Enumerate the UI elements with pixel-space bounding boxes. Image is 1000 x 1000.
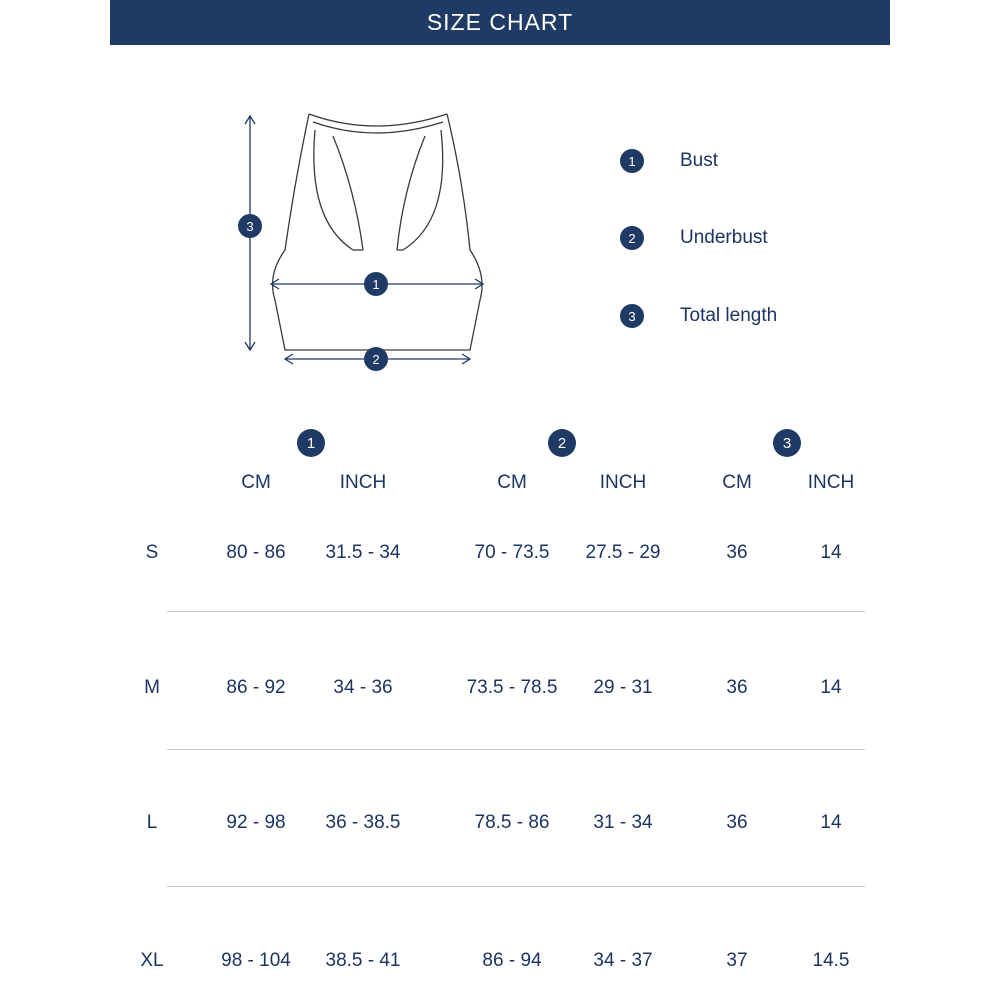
column-header-unit: CM xyxy=(722,472,752,493)
table-cell: 98 - 104 xyxy=(221,950,291,971)
table-cell: 36 xyxy=(726,677,748,698)
table-cell: 34 - 36 xyxy=(333,677,393,698)
column-group-marker-total-length: 3 xyxy=(773,429,801,457)
column-group-marker-bust: 1 xyxy=(297,429,325,457)
table-cell: 70 - 73.5 xyxy=(474,542,550,563)
table-cell: 92 - 98 xyxy=(226,812,286,833)
table-cell: 29 - 31 xyxy=(593,677,653,698)
row-divider xyxy=(167,749,865,750)
table-cell: 14.5 xyxy=(812,950,850,971)
column-group-marker-underbust: 2 xyxy=(548,429,576,457)
row-divider xyxy=(167,611,865,612)
table-cell: 37 xyxy=(726,950,748,971)
legend-label: Total length xyxy=(680,305,778,326)
legend-number: 3 xyxy=(620,304,644,328)
legend-item-bust xyxy=(620,146,718,176)
legend-label: Underbust xyxy=(680,227,768,248)
column-header-unit: INCH xyxy=(599,472,647,493)
legend-label: Bust xyxy=(680,150,719,171)
table-cell: 14 xyxy=(820,812,842,833)
sports-bra-diagram xyxy=(225,100,505,390)
header-bar xyxy=(110,0,890,45)
svg-text:2: 2 xyxy=(372,352,380,367)
legend-item-underbust xyxy=(620,223,768,253)
diagram-marker-1 xyxy=(364,272,388,296)
diagram-marker-2 xyxy=(364,347,388,371)
diagram-marker-3 xyxy=(238,214,262,238)
column-header-unit: CM xyxy=(241,472,271,493)
svg-text:1: 1 xyxy=(372,277,380,292)
table-cell: 73.5 - 78.5 xyxy=(466,677,558,698)
size-label: XL xyxy=(140,950,164,971)
svg-text:3: 3 xyxy=(246,219,254,234)
table-cell: 31 - 34 xyxy=(593,812,653,833)
table-cell: 78.5 - 86 xyxy=(474,812,550,833)
table-cell: 36 xyxy=(726,542,748,563)
column-header-unit: INCH xyxy=(339,472,387,493)
table-cell: 86 - 92 xyxy=(226,677,286,698)
table-cell: 14 xyxy=(820,677,842,698)
column-header-unit: INCH xyxy=(807,472,855,493)
table-cell: 36 xyxy=(726,812,748,833)
size-label: S xyxy=(145,542,159,563)
table-cell: 34 - 37 xyxy=(593,950,653,971)
table-cell: 80 - 86 xyxy=(226,542,286,563)
legend-number: 2 xyxy=(620,226,644,250)
table-cell: 31.5 - 34 xyxy=(325,542,401,563)
table-cell: 27.5 - 29 xyxy=(585,542,661,563)
legend-number: 1 xyxy=(620,149,644,173)
size-label: L xyxy=(146,812,158,833)
row-divider xyxy=(167,886,865,887)
table-cell: 86 - 94 xyxy=(482,950,542,971)
legend-item-total-length xyxy=(620,301,777,331)
table-cell: 38.5 - 41 xyxy=(325,950,401,971)
garment-outline xyxy=(273,114,483,350)
page-title: SIZE CHART xyxy=(426,9,574,35)
table-cell: 36 - 38.5 xyxy=(325,812,401,833)
size-label: M xyxy=(144,677,160,698)
column-header-unit: CM xyxy=(497,472,527,493)
table-cell: 14 xyxy=(820,542,842,563)
